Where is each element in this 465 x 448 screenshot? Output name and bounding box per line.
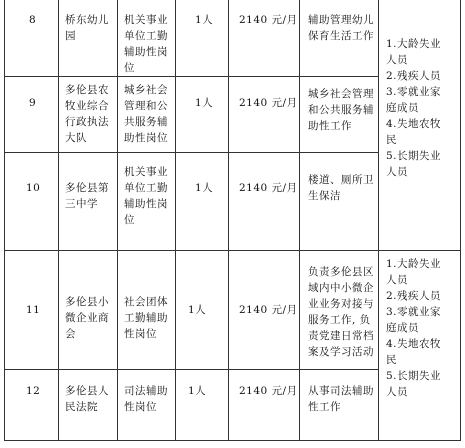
unit-name: 多伦县第 三中学 xyxy=(65,182,109,210)
job-duty: 负责多伦县区 域内中小微企 业业务对接与 服务工作, 负 责党建日常档 案及学习活动 xyxy=(308,266,374,358)
table-border xyxy=(175,0,176,441)
headcount: 1人 xyxy=(188,385,207,397)
unit-name: 桥东幼儿 园 xyxy=(65,14,109,42)
salary: 2140 元/月 xyxy=(239,14,298,26)
job-duty: 城乡社会管理 和公共服务辅 助性工作 xyxy=(308,88,374,132)
position-type: 机关事业 单位工勤 辅助性岗 位 xyxy=(124,14,168,74)
headcount: 1人 xyxy=(188,304,207,316)
salary: 2140 元/月 xyxy=(239,182,298,194)
table-border xyxy=(58,0,59,441)
table-border xyxy=(4,0,5,441)
headcount: 1人 xyxy=(195,182,214,194)
position-type: 机关事业 单位工勤 辅助性岗 位 xyxy=(124,166,168,226)
headcount: 1人 xyxy=(195,97,214,109)
table-border xyxy=(58,76,378,77)
target-group: 1.大龄失业 人员 2.残疾人员 3.零就业家 庭成员 4.失地农牧 民 5.长期失业 人员 xyxy=(386,38,442,178)
table-border xyxy=(4,76,58,77)
position-type: 城乡社会 管理和公 共服务辅 助性岗位 xyxy=(124,84,168,144)
row-number: 11 xyxy=(26,304,41,316)
unit-name: 多伦县人 民法院 xyxy=(65,385,109,413)
row-number: 9 xyxy=(29,97,37,109)
salary: 2140 元/月 xyxy=(239,304,298,316)
unit-name: 多伦县农 牧业综合 行政执法 大队 xyxy=(65,84,109,144)
headcount: 1人 xyxy=(195,14,214,26)
salary: 2140 元/月 xyxy=(239,385,298,397)
table-border xyxy=(4,152,378,153)
position-type: 司法辅助 性岗位 xyxy=(124,385,168,413)
salary: 2140 元/月 xyxy=(239,97,298,109)
table-border xyxy=(4,440,460,441)
table-border xyxy=(4,369,378,370)
position-type: 社会团体 工勤辅助 性岗位 xyxy=(124,296,168,340)
table-border xyxy=(378,0,379,441)
table-border xyxy=(460,0,461,441)
target-group: 1.大龄失业 人员 2.残疾人员 3.零就业家 庭成员 4.失地农牧 民 5.长期失业 人员 xyxy=(386,258,442,398)
table-border xyxy=(299,0,300,441)
job-duty: 辅助管理幼儿 保育生活工作 xyxy=(308,14,374,42)
row-number: 8 xyxy=(29,14,37,26)
unit-name: 多伦县小 微企业商 会 xyxy=(65,296,109,340)
job-duty: 楼道、厕所卫 生保洁 xyxy=(308,174,374,202)
table-border xyxy=(117,0,118,441)
table-border xyxy=(228,0,229,441)
row-number: 12 xyxy=(26,385,41,397)
job-duty: 从事司法辅助 性工作 xyxy=(308,385,374,413)
row-number: 10 xyxy=(26,182,41,194)
table-border xyxy=(4,250,460,251)
